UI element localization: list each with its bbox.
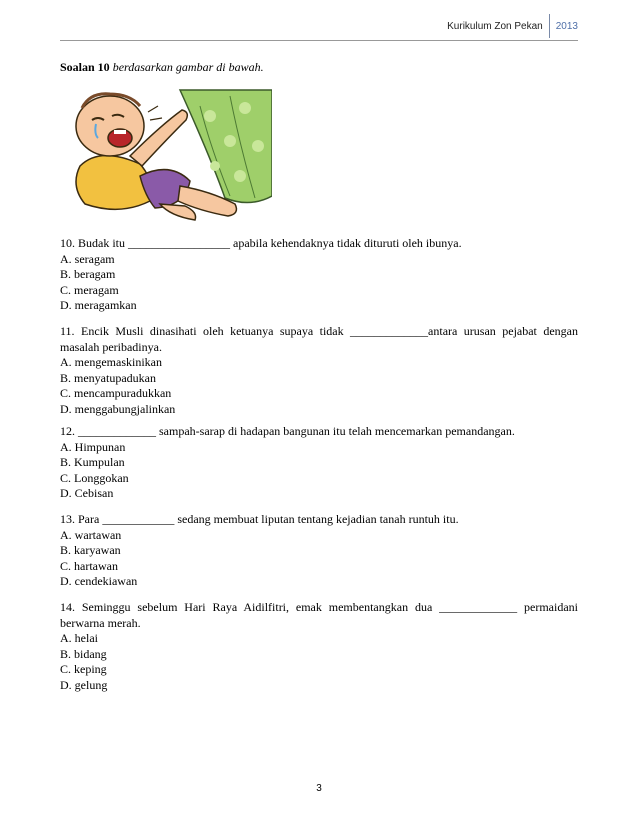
intro-italic: berdasarkan gambar di bawah. — [112, 60, 264, 74]
option-a: A. seragam — [60, 251, 115, 266]
option-b: B. bidang — [60, 646, 107, 661]
question-13 — [60, 512, 578, 590]
question-intro — [60, 60, 264, 75]
question-stem: 12. _____________ sampah-sarap di hadapan bangunan itu telah mencemarkan pemandangan. — [60, 424, 515, 438]
option-b: B. menyatupadukan — [60, 370, 156, 385]
option-b: B. beragam — [60, 267, 116, 281]
option-a: A. wartawan — [60, 527, 122, 542]
intro-bold: Soalan 10 — [60, 60, 110, 74]
option-a: A. Himpunan — [60, 439, 126, 454]
page-number: 3 — [316, 783, 322, 794]
option-d: D. menggabungjalinkan — [60, 401, 176, 416]
question-stem: 11. Encik Musli dinasihati oleh ketuanya supaya tidak _____________antara urusan pejabat dengan masalah peribadinya. — [60, 324, 578, 354]
header-year: 2013 — [555, 20, 578, 32]
option-d: D. meragamkan — [60, 298, 137, 312]
question-stem: 14. Seminggu sebelum Hari Raya Aidilfitri, emak membentangkan dua _____________ permaidani berwarna merah. — [60, 600, 578, 630]
option-c: C. meragam — [60, 282, 119, 297]
option-d: D. Cebisan — [60, 486, 114, 500]
crying-child-illustration — [60, 86, 272, 224]
header-rule — [60, 40, 578, 41]
question-10 — [60, 236, 578, 314]
option-a: A. mengemaskinikan — [60, 355, 162, 369]
option-c: C. Longgokan — [60, 470, 129, 485]
question-14 — [60, 600, 578, 693]
option-b: B. karyawan — [60, 543, 121, 557]
option-c: C. keping — [60, 662, 107, 676]
question-11 — [60, 324, 578, 417]
question-stem: 10. Budak itu _________________ apabila kehendaknya tidak dituruti oleh ibunya. — [60, 236, 462, 250]
header-title: Kurikulum Zon Pekan — [447, 20, 543, 32]
option-c: C. hartawan — [60, 558, 118, 573]
option-c: C. mencampuradukkan — [60, 386, 172, 400]
question-stem: 13. Para ____________ sedang membuat liputan tentang kejadian tanah runtuh itu. — [60, 512, 459, 526]
option-b: B. Kumpulan — [60, 455, 125, 469]
option-d: D. cendekiawan — [60, 574, 138, 588]
question-12 — [60, 424, 578, 502]
option-d: D. gelung — [60, 677, 108, 692]
page-header — [447, 14, 578, 38]
option-a: A. helai — [60, 631, 98, 645]
